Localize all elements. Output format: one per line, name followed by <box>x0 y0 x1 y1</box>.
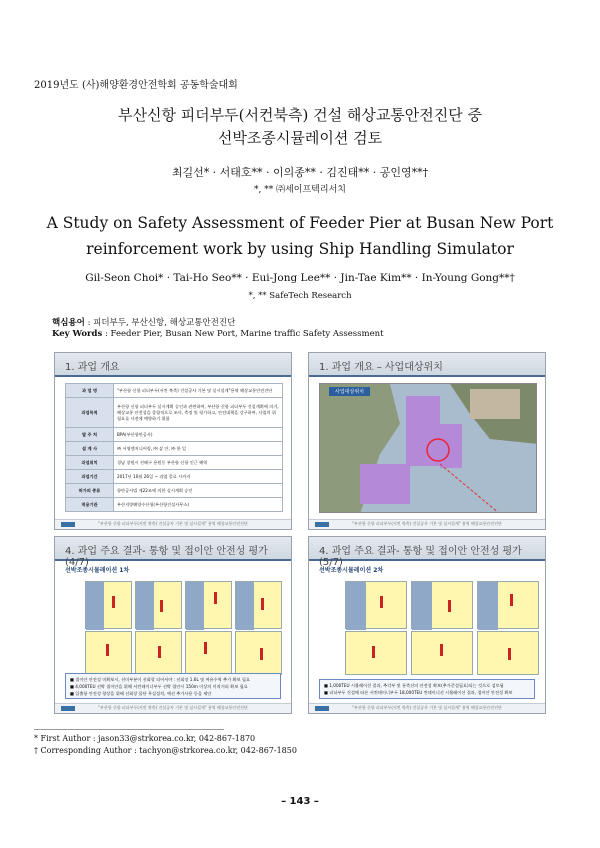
korean-title <box>0 104 600 150</box>
site-map-label: 사업대상위치 <box>329 387 370 396</box>
table-value: 2017년 10월 26일 ~ 과업 종료 시까지 <box>114 470 283 484</box>
table-row <box>66 398 283 428</box>
site-map-image <box>320 384 537 513</box>
table-key: 과업위치 <box>66 456 114 470</box>
simulation-notes <box>319 679 535 699</box>
overview-table <box>65 383 283 512</box>
simulation-panel <box>411 581 473 629</box>
page-number: – 143 – <box>281 796 319 807</box>
note-line: ■ 피더부두 건설에 따른 서컨테이너부두 18,000TEU 컨테이너선 시뮬레이션 결과, 접이안 안전성 확보 <box>324 690 513 695</box>
table-key: 과업기간 <box>66 470 114 484</box>
simulation-panel <box>185 581 232 629</box>
slide-project-overview <box>54 352 292 530</box>
slide-footer <box>309 703 545 713</box>
table-key: 적용기관 <box>66 498 114 512</box>
table-value: "부산항 신항 피더부두(서컨 북측) 건설공사 기본 및 실시설계"용역 해상교통안전진단 <box>114 384 283 398</box>
table-row <box>66 384 283 398</box>
table-value: BPA(부산항만공사) <box>114 428 283 442</box>
slide-footer <box>55 703 291 713</box>
keywords-korean <box>52 316 235 328</box>
english-affiliation: *, ** SafeTech Research <box>248 291 352 301</box>
slide-project-location <box>308 352 546 530</box>
slide-title: 1. 과업 개요 – 사업대상위치 <box>319 362 443 373</box>
slide-footer-text: "부산항 신항 피더부두(서컨 북측) 건설공사 기본 및 실시설계" 용역 해상교통안전진단 <box>352 521 502 526</box>
table-row <box>66 442 283 456</box>
slide-title: 4. 과업 주요 결과- 통항 및 접이안 안전성 평가(5/7) <box>319 546 522 568</box>
table-row <box>66 470 283 484</box>
slide-footer-text: "부산항 신항 피더부두(서컨 북측) 건설공사 기본 및 실시설계" 용역 해상교통안전진단 <box>98 705 248 710</box>
table-row <box>66 484 283 498</box>
note-line: ■ 접이안 안전성 미확보시, 선미부분이 선회할 되어서야 : 선회장 1.6L 및 여유수역 추가 확보 필요 <box>70 677 250 682</box>
table-value: 부산지방해양수산청(부산항건설사무소) <box>114 498 283 512</box>
table-value: 부산항 신항 피더부두 실시계획 승인과 관련하여, 부산항 신항 피더부두 건설계획에 의거, 해상교통 안전성을 종합적으로 조사, 측정 및 평가하고, 안전대책을 강구하여, 사업의 위험요를 사전에 예방하기 위함 <box>114 398 283 428</box>
korean-title-line-2: 선박조종시뮬레이션 검토 <box>217 129 383 147</box>
table-value: 경남 창원시 진해구 용원동 부산항 신항 인근 해역 <box>114 456 283 470</box>
simulation-panel <box>411 631 473 675</box>
simulation-panel <box>85 631 132 675</box>
table-row <box>66 498 283 512</box>
korean-authors: 최길선* · 서태호** · 이의종** · 김진태** · 공인영**† <box>171 166 429 179</box>
table-key: 과 업 명 <box>66 384 114 398</box>
site-map <box>319 383 537 513</box>
korean-title-line-1: 부산신항 피더부두(서컨북측) 건설 해상교통안전진단 중 <box>117 106 483 124</box>
english-title-line-1: A Study on Safety Assessment of Feeder Pier at Busan New Port <box>46 214 554 232</box>
table-key: 발 주 처 <box>66 428 114 442</box>
simulation-panel <box>345 631 407 675</box>
english-title <box>0 210 600 262</box>
table-row <box>66 428 283 442</box>
simulation-subtitle: 선박조종시뮬레이션 2차 <box>319 567 384 574</box>
slide-title: 4. 과업 주요 결과- 통항 및 접이안 안전성 평가(4/7) <box>65 546 268 568</box>
simulation-panel <box>477 581 539 629</box>
note-line: ■ 4,000TEU 선박 접이안을 위해 서컨테이너부두 선박 접안시 150m 이상의 이격거리 확보 필요 <box>70 684 248 689</box>
keywords-english-text: : Feeder Pier, Busan New Port, Marine traffic Safety Assessment <box>104 329 384 339</box>
slide-footer <box>55 519 291 529</box>
simulation-panel <box>235 581 282 629</box>
simulation-panel <box>135 581 182 629</box>
note-line: ■ 1,000TEU 시뮬레이션 결과, 추각부 및 통측선의 안전성 확보(추가준설필요)되는 것으로 검토됨 <box>324 683 504 688</box>
slide-footer-text: "부산항 신항 피더부두(서컨 북측) 건설공사 기본 및 실시설계" 용역 해상교통안전진단 <box>98 521 248 526</box>
english-title-line-2: reinforcement work by using Ship Handling Simulator <box>86 240 514 258</box>
simulation-panel <box>135 631 182 675</box>
footnote-first-author: * First Author : jason33@strkorea.co.kr, 042-867-1870 <box>34 734 256 743</box>
english-authors: Gil-Seon Choi* · Tai-Ho Seo** · Eui-Jong Lee** · Jin-Tae Kim** · In-Young Gong**† <box>85 272 515 284</box>
simulation-panel <box>185 631 232 675</box>
table-key: 과업목적 <box>66 398 114 428</box>
keywords-english-label: Key Words <box>52 329 103 339</box>
keywords-english <box>52 329 384 339</box>
table-key: 설 계 사 <box>66 442 114 456</box>
keywords-korean-text: : 피더부두, 부산신항, 해상교통안전진단 <box>87 318 236 328</box>
korean-affiliation: *, ** ㈜세이프텍리서치 <box>254 185 346 195</box>
note-line: ■ 입출항 안전성 향상을 위해 선회장 몰단 무실설치, 예선 추가사용 등을 제안 <box>70 691 212 696</box>
simulation-subtitle: 선박조종시뮬레이션 1차 <box>65 567 130 574</box>
slide-simulation-2 <box>308 536 546 714</box>
slide-footer-text: "부산항 신항 피더부두(서컨 북측) 건설공사 기본 및 실시설계" 용역 해상교통안전진단 <box>352 705 502 710</box>
table-row <box>66 456 283 470</box>
conference-header: 2019년도 (사)해양환경안전학회 공동학술대회 <box>34 80 238 91</box>
table-value: 항만공사법 제22조에 의한 실시계획 승인 <box>114 484 283 498</box>
keywords-korean-label: 핵심용어 <box>52 318 85 328</box>
simulation-panel <box>477 631 539 675</box>
footnote-corresponding-author: † Corresponding Author : tachyon@strkorea.co.kr, 042-867-1850 <box>34 746 297 755</box>
table-key: 허가의 종류 <box>66 484 114 498</box>
simulation-panel <box>235 631 282 675</box>
simulation-panel <box>85 581 132 629</box>
slide-footer <box>309 519 545 529</box>
simulation-panel <box>345 581 407 629</box>
table-value: ㈜ 서영엔지니어링, ㈜ 삼 안, ㈜ 한 일 <box>114 442 283 456</box>
slide-simulation-1 <box>54 536 292 714</box>
slide-title: 1. 과업 개요 <box>65 362 120 373</box>
simulation-notes <box>65 673 281 699</box>
footnote-divider <box>34 729 224 730</box>
